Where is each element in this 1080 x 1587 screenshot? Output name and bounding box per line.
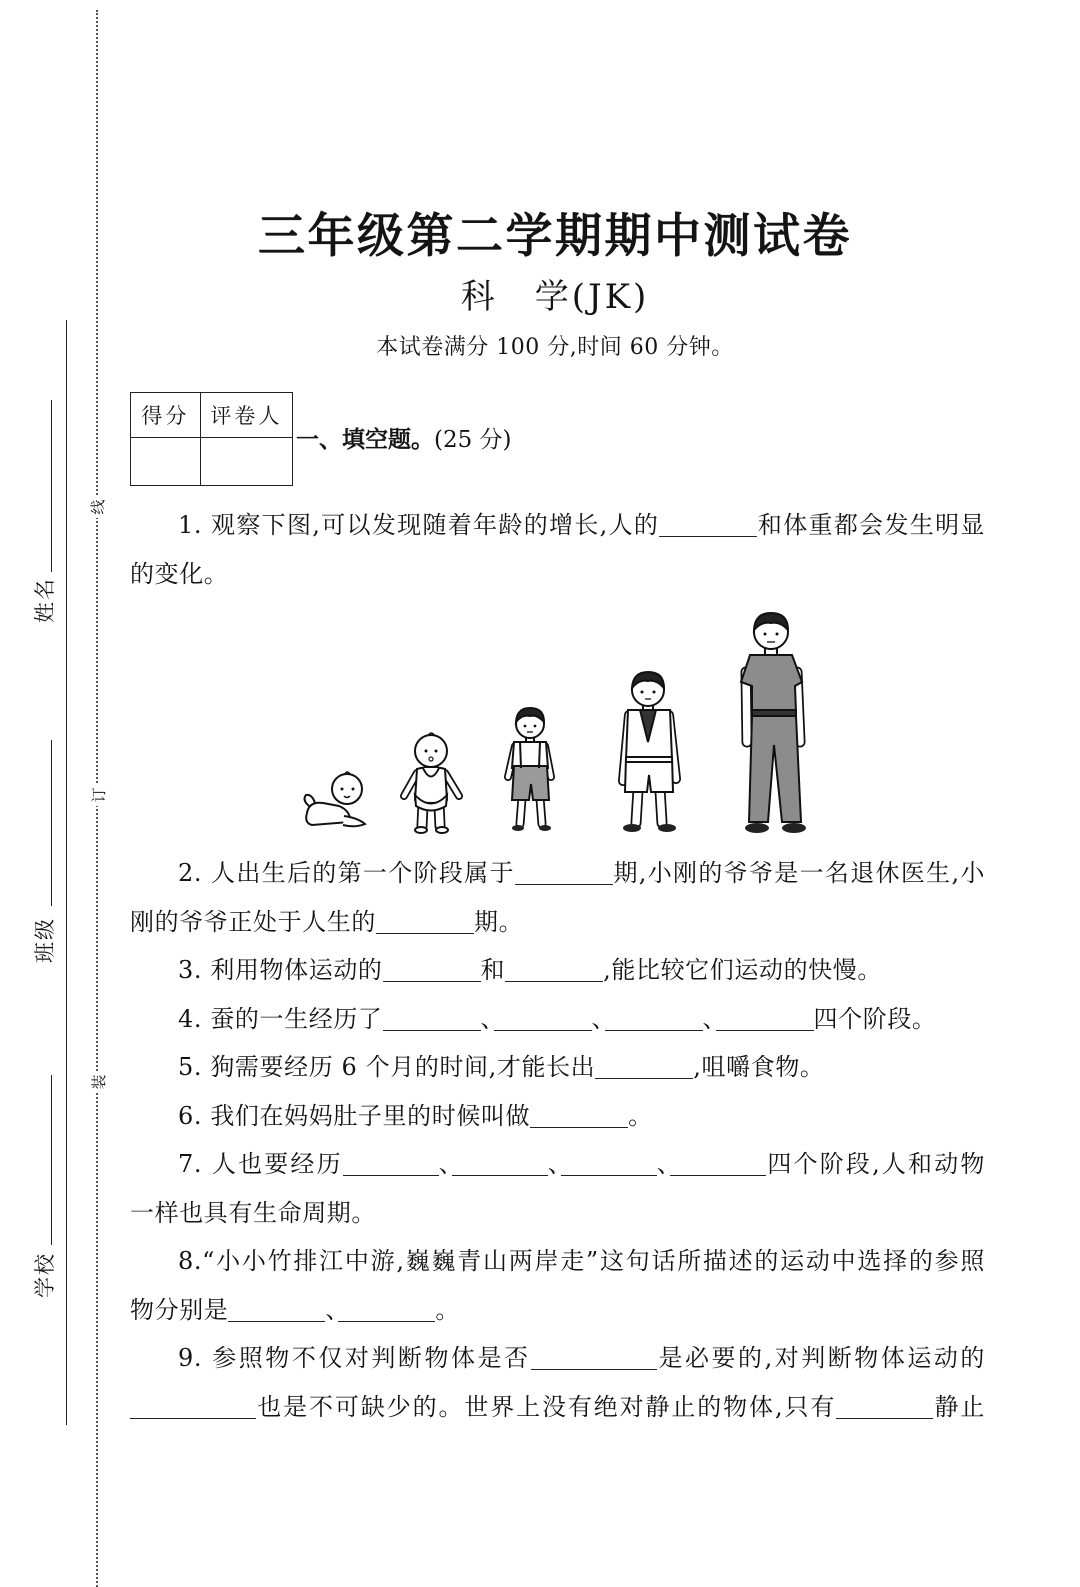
answer-blank[interactable] bbox=[494, 1030, 592, 1031]
question-3-line bbox=[130, 946, 985, 995]
answer-blank[interactable] bbox=[505, 981, 603, 982]
question-1-text: 和体重都会发生明显 bbox=[757, 511, 985, 539]
question-9-text: 也是不可缺少的。世界上没有绝对静止的物体,只有 bbox=[256, 1392, 837, 1421]
question-8-text: 8.“小小竹排江中游,巍巍青山两岸走”这句话所描述的运动中选择的参照 bbox=[178, 1247, 985, 1275]
question-4-separator: 、 bbox=[591, 1004, 617, 1033]
answer-blank[interactable] bbox=[343, 1175, 439, 1176]
question-2-text: 期。 bbox=[474, 907, 524, 936]
figure-youth bbox=[623, 672, 676, 832]
section-heading bbox=[296, 424, 512, 456]
answer-blank[interactable] bbox=[595, 1078, 693, 1079]
score-cell[interactable] bbox=[131, 438, 201, 486]
answer-blank[interactable] bbox=[383, 1030, 481, 1031]
question-5-line bbox=[130, 1043, 985, 1092]
answer-blank[interactable] bbox=[130, 1418, 256, 1419]
question-7-separator: 、 bbox=[656, 1150, 682, 1178]
question-5-text: 5. 狗需要经历 6 个月的时间,才能长出 bbox=[178, 1053, 596, 1081]
question-8-separator: 、 bbox=[325, 1295, 351, 1324]
question-7-separator: 、 bbox=[438, 1150, 464, 1178]
question-1-text: 1. 观察下图,可以发现随着年龄的增长,人的 bbox=[178, 511, 660, 539]
question-2-line bbox=[130, 898, 985, 947]
score-table bbox=[130, 392, 293, 486]
answer-blank[interactable] bbox=[836, 1418, 933, 1419]
answer-blank[interactable] bbox=[531, 1369, 657, 1370]
subject-title: 科 学(JK) bbox=[460, 277, 650, 317]
answer-blank[interactable] bbox=[716, 1030, 814, 1031]
answer-blank[interactable] bbox=[515, 884, 613, 885]
answer-blank[interactable] bbox=[659, 536, 757, 537]
margin-border-line bbox=[66, 320, 67, 1425]
question-block-2 bbox=[130, 849, 985, 1431]
question-7-line bbox=[130, 1140, 985, 1189]
binding-mark-xian: 线 bbox=[87, 496, 109, 518]
question-6-text: 。 bbox=[628, 1101, 653, 1130]
binding-mark-ding: 订 bbox=[88, 784, 110, 806]
section-points: (25 分) bbox=[434, 427, 512, 453]
page-title: 三年级第二学期期中测试卷 bbox=[258, 209, 852, 264]
question-2-line bbox=[130, 849, 985, 898]
question-9-line bbox=[130, 1383, 985, 1432]
question-4-text: 四个阶段。 bbox=[813, 1004, 937, 1033]
question-7-line bbox=[130, 1189, 985, 1238]
question-4-separator: 、 bbox=[702, 1004, 728, 1033]
answer-blank[interactable] bbox=[452, 1175, 548, 1176]
question-6-line bbox=[130, 1092, 985, 1141]
question-1-line bbox=[130, 501, 985, 550]
question-1-text: 的变化。 bbox=[130, 559, 229, 588]
answer-blank[interactable] bbox=[228, 1321, 325, 1322]
question-5-text: ,咀嚼食物。 bbox=[693, 1053, 825, 1081]
school-label: 学校 bbox=[33, 1252, 57, 1298]
question-block-1 bbox=[130, 501, 985, 598]
school-write-line[interactable] bbox=[51, 1075, 52, 1245]
question-8-line bbox=[130, 1286, 985, 1335]
question-9-text: 9. 参照物不仅对判断物体是否 bbox=[178, 1344, 531, 1372]
figure-infant bbox=[305, 772, 365, 826]
question-9-text: 静止 bbox=[933, 1392, 986, 1421]
question-8-text: 物分别是 bbox=[130, 1295, 229, 1324]
answer-blank[interactable] bbox=[530, 1127, 628, 1128]
figure-toddler bbox=[404, 733, 459, 833]
figure-child bbox=[508, 708, 551, 831]
question-7-text: 四个阶段,人和动物 bbox=[765, 1150, 986, 1178]
question-3-text: 和 bbox=[480, 956, 506, 984]
name-label: 姓名 bbox=[33, 577, 57, 623]
class-label: 班级 bbox=[33, 917, 57, 963]
question-1-line bbox=[130, 550, 985, 599]
section-title: 一、填空题。 bbox=[296, 426, 434, 453]
question-2-text: 2. 人出生后的第一个阶段属于 bbox=[178, 859, 515, 887]
score-label: 得分 bbox=[131, 393, 201, 438]
answer-blank[interactable] bbox=[376, 933, 474, 934]
question-8-text: 。 bbox=[435, 1295, 461, 1324]
name-write-line[interactable] bbox=[51, 400, 52, 572]
question-3-text: ,能比较它们运动的快慢。 bbox=[603, 956, 882, 984]
exam-info: 本试卷满分 100 分,时间 60 分钟。 bbox=[376, 335, 734, 360]
answer-blank[interactable] bbox=[670, 1175, 766, 1176]
class-write-line[interactable] bbox=[51, 740, 52, 906]
growth-stages-illustration bbox=[290, 600, 830, 845]
question-4-text: 4. 蚕的一生经历了 bbox=[178, 1004, 383, 1033]
answer-blank[interactable] bbox=[338, 1321, 435, 1322]
question-7-text: 7. 人也要经历 bbox=[178, 1150, 343, 1178]
question-6-text: 6. 我们在妈妈肚子里的时候叫做 bbox=[178, 1101, 531, 1130]
grader-cell[interactable] bbox=[200, 438, 292, 486]
grader-label: 评卷人 bbox=[200, 393, 292, 438]
question-8-line bbox=[130, 1237, 985, 1286]
answer-blank[interactable] bbox=[561, 1175, 657, 1176]
question-9-text: 是必要的,对判断物体运动的 bbox=[656, 1344, 985, 1372]
question-3-text: 3. 利用物体运动的 bbox=[178, 956, 383, 984]
question-2-text: 刚的爷爷正处于人生的 bbox=[130, 907, 376, 936]
answer-blank[interactable] bbox=[605, 1030, 703, 1031]
figure-adult bbox=[741, 613, 806, 833]
answer-blank[interactable] bbox=[383, 981, 481, 982]
question-4-separator: 、 bbox=[480, 1004, 506, 1033]
question-7-text: 一样也具有生命周期。 bbox=[130, 1198, 376, 1227]
question-9-line bbox=[130, 1334, 985, 1383]
binding-mark-zhuang: 装 bbox=[88, 1071, 110, 1093]
question-7-separator: 、 bbox=[547, 1150, 573, 1178]
question-4-line bbox=[130, 995, 985, 1044]
question-2-text: 期,小刚的爷爷是一名退休医生,小 bbox=[612, 859, 985, 887]
